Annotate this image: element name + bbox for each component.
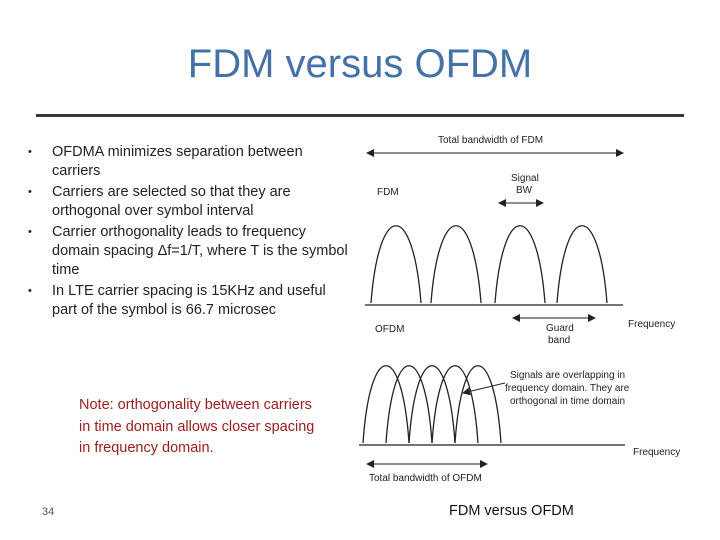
frequency-label-top: Frequency bbox=[628, 319, 676, 330]
fdm-carrier-4 bbox=[557, 226, 607, 303]
ofdm-carrier-5 bbox=[455, 366, 501, 443]
ofdm-carrier-3 bbox=[409, 366, 455, 443]
slide-footer: FDM versus OFDM bbox=[449, 503, 574, 519]
fdm-total-bandwidth-label: Total bandwidth of FDM bbox=[438, 135, 544, 146]
fdm-carrier-3 bbox=[495, 226, 545, 303]
page-number: 34 bbox=[42, 506, 55, 518]
fdm-ofdm-diagram bbox=[355, 125, 695, 490]
signal-bw-label-line2: BW bbox=[516, 185, 533, 196]
slide-title: FDM versus OFDM bbox=[187, 42, 533, 86]
bullet-marker: • bbox=[28, 186, 32, 198]
fdm-carrier-2 bbox=[431, 226, 481, 303]
bullet-item bbox=[24, 282, 354, 320]
overlap-note-line2: frequency domain. They are bbox=[505, 383, 630, 394]
bullet-text: OFDMA minimizes separation between carriers bbox=[52, 144, 303, 179]
bullet-text: In LTE carrier spacing is 15KHz and useful part of the symbol is 66.7 microsec bbox=[52, 283, 326, 318]
ofdm-carrier-4 bbox=[432, 366, 478, 443]
ofdm-total-bandwidth-label: Total bandwidth of OFDM bbox=[369, 473, 482, 484]
guard-band-label-line2: band bbox=[548, 335, 571, 346]
ofdm-carrier-1 bbox=[363, 366, 409, 443]
bullet-marker: • bbox=[28, 285, 32, 297]
bullet-list bbox=[24, 143, 354, 322]
frequency-label-bottom: Frequency bbox=[633, 447, 681, 458]
bullet-item bbox=[24, 183, 354, 221]
signal-bw-label-line1: Signal bbox=[511, 173, 539, 184]
guard-band-label-line1: Guard bbox=[546, 323, 574, 334]
bullet-marker: • bbox=[28, 226, 32, 238]
bullet-text: Carrier orthogonality leads to frequency domain spacing Δf=1/T, where T is the symbol time bbox=[52, 224, 348, 278]
bullet-marker: • bbox=[28, 146, 32, 158]
fdm-carrier-1 bbox=[371, 226, 421, 303]
orthogonality-note: Note: orthogonality between carriers in time domain allows closer spacing in frequency domain. bbox=[79, 397, 315, 456]
ofdm-carrier-2 bbox=[386, 366, 432, 443]
bullet-item bbox=[24, 223, 354, 280]
bullet-text: Carriers are selected so that they are orthogonal over symbol interval bbox=[52, 184, 291, 219]
ofdm-label: OFDM bbox=[375, 324, 405, 335]
overlap-note-line3: orthogonal in time domain bbox=[510, 396, 626, 407]
overlap-note-line1: Signals are overlapping in bbox=[510, 370, 626, 381]
fdm-label: FDM bbox=[377, 187, 399, 198]
bullet-item bbox=[24, 143, 354, 181]
title-divider bbox=[36, 114, 684, 117]
